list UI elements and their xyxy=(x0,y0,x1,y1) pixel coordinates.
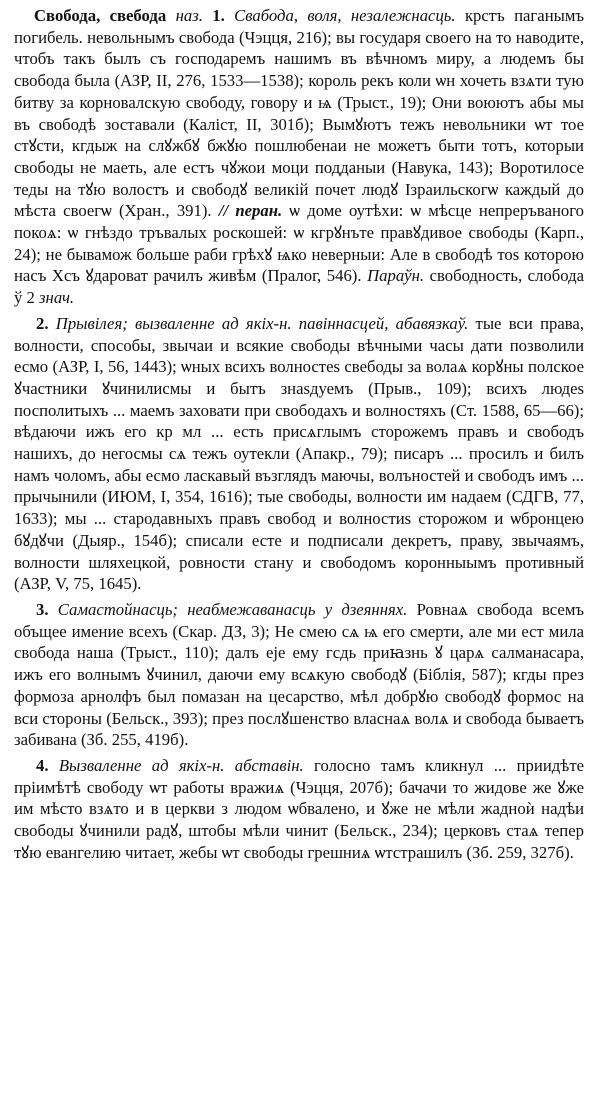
sense-definition: Самастойнасць; неабмежаванасць у дзеяннях. xyxy=(57,599,408,619)
figurative-marker: // перан. xyxy=(218,201,283,221)
sense-citations: Ровнаѧ свобода всемъ объщее имение всехъ (Скар. ДЗ, 3); Не смею сѧ ѩ его смерти, але ми ест мила свобода наша (Трыст., 110); далъ еје ему гсдь приꙗзнь ꙋ царѧ салманасара, ижъ его волнымъ ꙋчинил, даючи ему всѧкую свободꙋ (Біблія, 587); кгды през формоза арнолфъ был помазан на цесарство, мѣл добрꙋю свободꙋ формос на вси стороны (Бельск., 393); през послꙋшенство власнаѧ волѧ и свобода бываетъ забивана (Зб. 255, 419б). xyxy=(14,599,585,750)
sense-number: 4. xyxy=(36,755,49,775)
entry-headword: Свобода, свебода xyxy=(34,6,167,25)
dictionary-entry-sense-3 xyxy=(14,599,584,751)
compare-text: свободность, слобода ў 2 xyxy=(14,266,585,308)
sense-definition: Свабода, воля, незалежнасць. xyxy=(234,6,456,25)
dictionary-entry-sense-2 xyxy=(14,313,584,595)
sense-number: 3. xyxy=(36,599,49,619)
sense-definition: Прывілея; вызваленне ад якіх-н. павіннасцей, абавязкаў. xyxy=(55,313,469,333)
figurative-citations: ѡ доме оутѣхи: ѡ мѣсце непреръваного покоѧ: ѡ гнѣздо тръвалых роскошей: ѡ кгрꙋнъте правꙋдивое свободы (Карп., 24); не бывамож больше раби грѣхꙋ ѩко неверныи: Але в свободѣ тоѕ которою насъ Хсъ ꙋдароват рачилъ живѣм (Пралог, 546). xyxy=(14,201,585,286)
sense-citations: голосно тамъ кликнул ... приидѣте пріимѣтѣ свободу ѡт работы вражиѧ (Чэцця, 207б); бачачи то жидове же ꙋже им мѣсто взѧто и в церкви з людом ѡбвалено, и ꙋже не мѣли жадноѝ надѣи свободы ꙋчинили радꙋ, штобы мѣли чинит (Бельск., 234); церковъ стаѧ тепер тꙋю евангелию читает, жебы ѡт свободы грешниѧ ѡтстрашилъ (Зб. 259, 327б). xyxy=(14,755,585,862)
dictionary-entry-sense-4 xyxy=(14,755,584,864)
sense-citations: тые вси права, волности, способы, звычаи и всякие свободы вѣчными часы дати позволили есмо (АЗР, I, 56, 1443); ѡных всихъ волностеѕ свебоды за волаѧ корꙋны полское ꙋчастники ꙋчинилисмы и бытъ знаѕдуемъ (Прыв., 109); всихъ людеѕ посполитыхъ ... маемъ заховати при свободахъ и волностяхъ (Ст. 1588, 65—66); вѣдаючи ижъ его кр мл ... есть присѧглымъ сторожемъ правъ и свободъ нашихъ, до негосмы сѧ тежъ оутекли (Апакр., 79); писаръ ... просилъ и билъ намъ чоломъ, абы есмо ласкавый възглядъ маючы, волъностей и свободъ имъ ... прычынили (ИЮМ, I, 354, 1616); тые свободы, волности им надаем (СДГВ, 77, 1633); мы ... стародавныхъ правъ свобод и волностиѕ сторожом и ѡбронцею бꙋдꙋчи (Дыяр., 154б); списали есте и подписали декретъ, праву, звычаямъ, волности шляхецкой, ровности стану и свободомъ коронныымъ противный (АЗР, V, 75, 1645). xyxy=(14,313,585,594)
compare-label: Параўн. xyxy=(367,266,425,286)
entry-part-of-speech: наз. xyxy=(175,6,203,25)
sense-number: 2. xyxy=(36,313,49,333)
sense-citations: крстъ паганымъ погибель. невольнымъ свобода (Чэцця, 216); вы государя своего на то наводите, чтобъ такъ былъ съ господаремъ нашимъ въ вѣчномъ миру, а людемъ бы свобода была (АЗР, II, 276, 1533—1538); король рекъ коли ѡн хочеть взѧти тую битву за корновалскую свободу, говору и ѩ (Трыст., 19); Они воюютъ абы мы въ свободѣ зоставали (Каліст, II, 301б); Вымꙋютъ тежъ невольники ѡт тое стꙋсти, кгдыж на слꙋжбꙋ бжꙋю пошлюбенаи не можетъ быти тотъ, которыи свободы не маеть, але естъ чꙋжои моци подданыи (Навука, 143); Воротилосе теды на тꙋю волостъ и свободꙋ великій почет людꙋ Ізраильскогѡ каждый до мѣста своегѡ (Хран., 391). xyxy=(14,6,585,221)
sense-number: 1. xyxy=(212,6,225,25)
compare-tail: знач. xyxy=(39,288,75,308)
sense-definition: Вызваленне ад якіх-н. абставін. xyxy=(58,755,304,775)
dictionary-entry-sense-1 xyxy=(14,5,584,309)
